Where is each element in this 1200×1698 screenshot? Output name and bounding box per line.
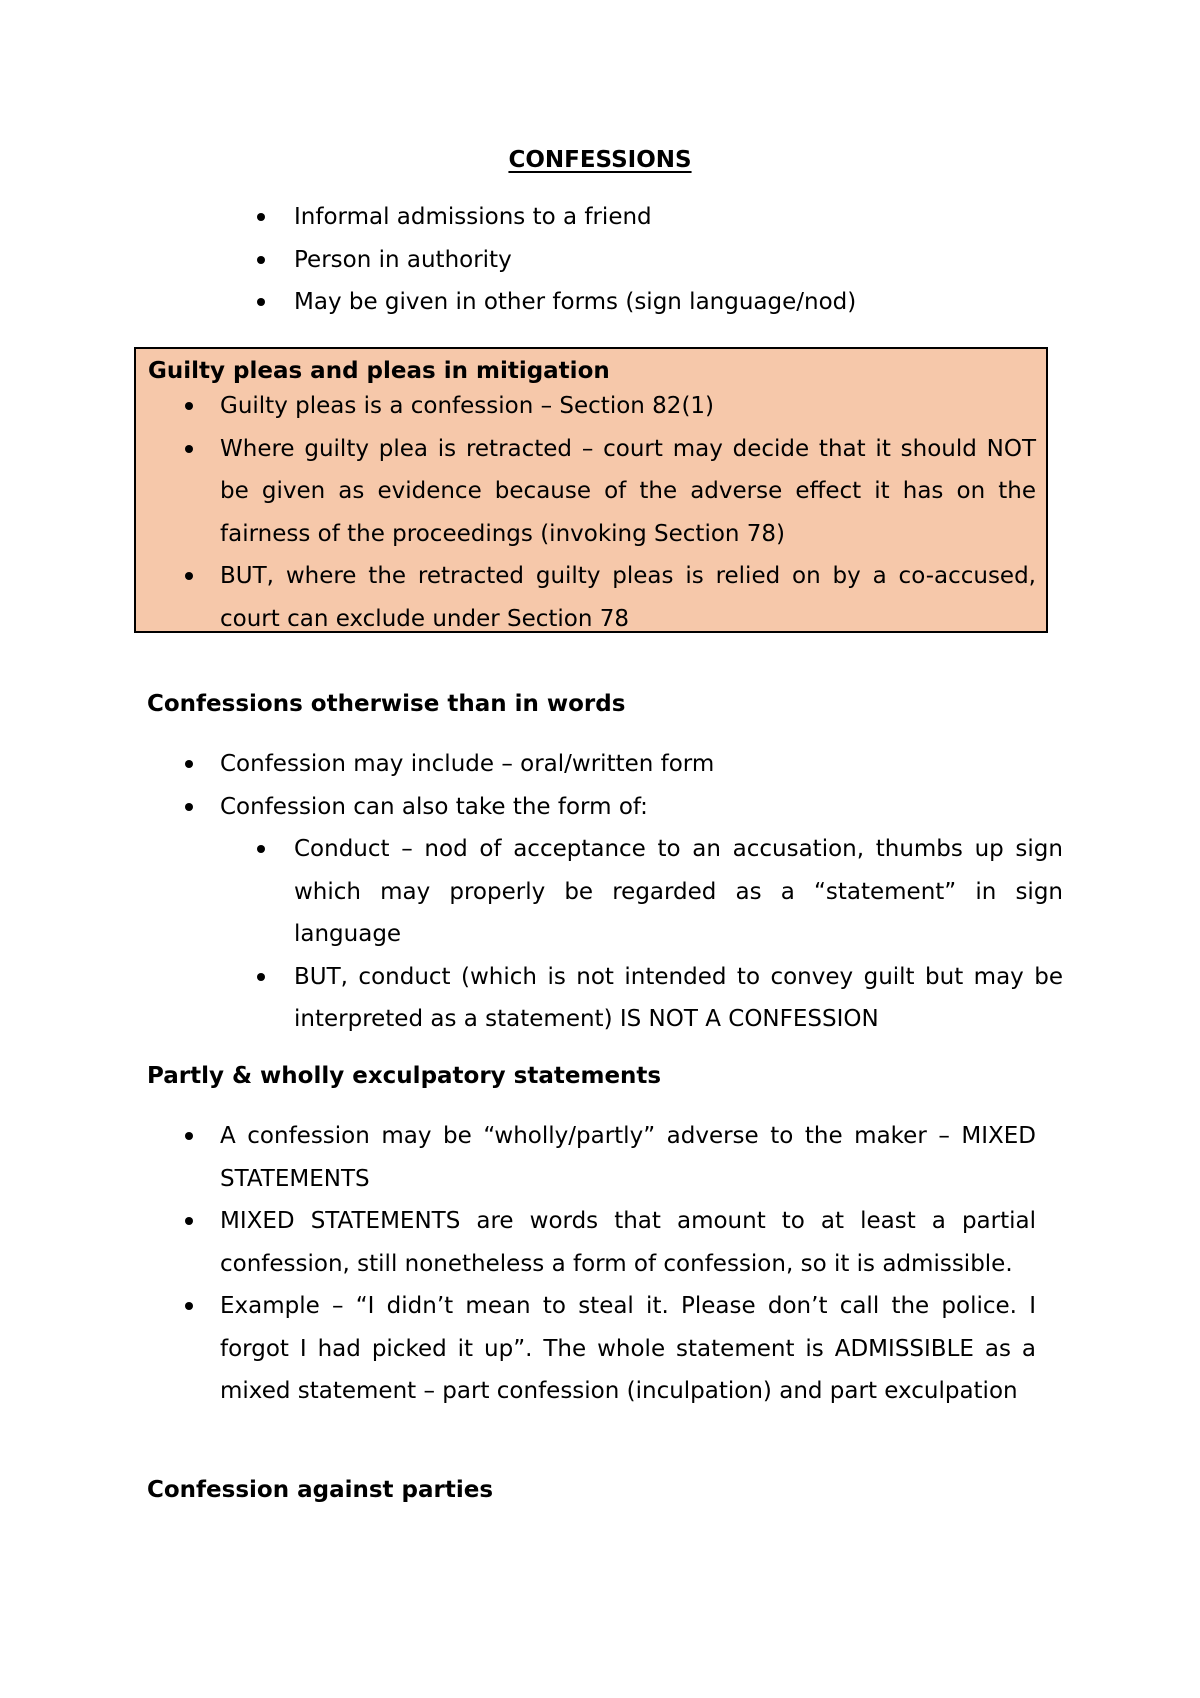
- section1-sublist: [294, 828, 1063, 1041]
- list-item: BUT, where the retracted guilty pleas is relied on by a co-accused, court can exclude under Section 78: [220, 555, 1036, 640]
- section-heading-exculpatory: Partly & wholly exculpatory statements: [147, 1063, 662, 1089]
- page-title: [0, 146, 1200, 174]
- list-item: BUT, conduct (which is not intended to convey guilt but may be interpreted as a statement) IS NOT A CONFESSION: [294, 956, 1063, 1041]
- section-heading-against-parties: Confession against parties: [147, 1477, 494, 1503]
- intro-list: [294, 196, 1094, 324]
- list-item: Person in authority: [294, 239, 1094, 282]
- list-item: Confession may include – oral/written form: [220, 743, 1036, 786]
- list-item: Example – “I didn’t mean to steal it. Please don’t call the police. I forgot I had picked it up”. The whole statement is ADMISSIBLE as a mixed statement – part confession (inculpation) and part exculpation: [220, 1285, 1036, 1413]
- section1-list: [220, 743, 1036, 828]
- list-item: Guilty pleas is a confession – Section 82(1): [220, 385, 1036, 428]
- list-item: May be given in other forms (sign language/nod): [294, 281, 1094, 324]
- box-heading: Guilty pleas and pleas in mitigation: [148, 358, 610, 384]
- list-item: A confession may be “wholly/partly” adverse to the maker – MIXED STATEMENTS: [220, 1115, 1036, 1200]
- guilty-pleas-list: [220, 385, 1036, 640]
- list-item: Informal admissions to a friend: [294, 196, 1094, 239]
- list-item: Confession can also take the form of:: [220, 786, 1036, 829]
- section-heading-confessions-otherwise: Confessions otherwise than in words: [147, 691, 626, 717]
- list-item: Conduct – nod of acceptance to an accusation, thumbs up sign which may properly be regarded as a “statement” in sign language: [294, 828, 1063, 956]
- section2-list: [220, 1115, 1036, 1413]
- list-item: Where guilty plea is retracted – court may decide that it should NOT be given as evidence because of the adverse effect it has on the fairness of the proceedings (invoking Section 78): [220, 428, 1036, 556]
- page-title-text: CONFESSIONS: [508, 147, 692, 173]
- list-item: MIXED STATEMENTS are words that amount to at least a partial confession, still nonetheless a form of confession, so it is admissible.: [220, 1200, 1036, 1285]
